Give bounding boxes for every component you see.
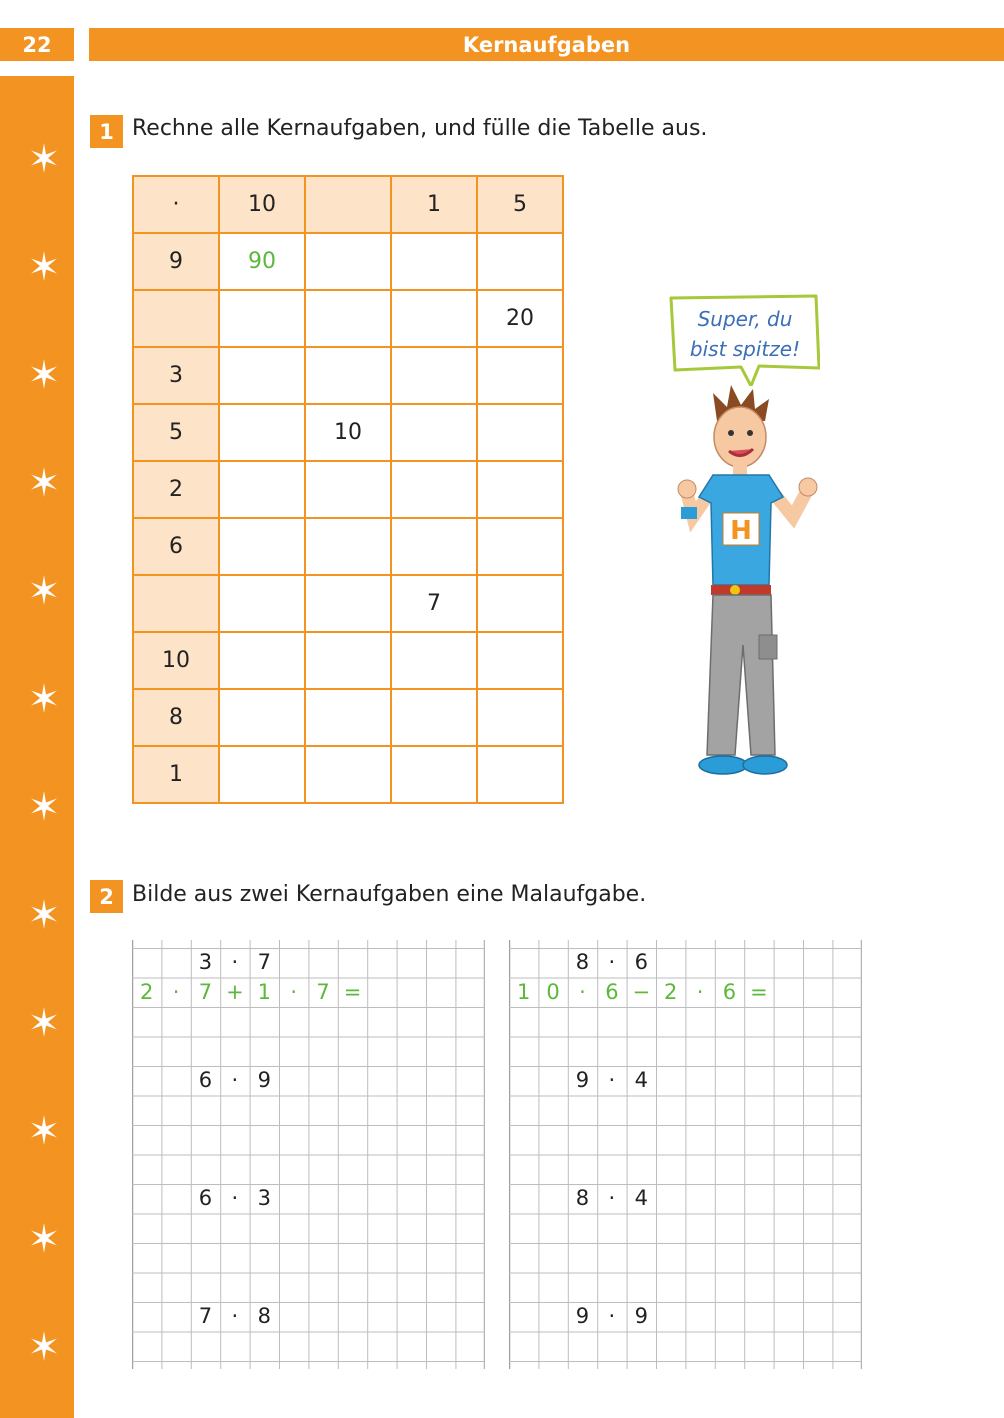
answer-cell[interactable] (305, 746, 391, 803)
row-header-cell: 3 (133, 347, 219, 404)
problem-char: · (608, 1304, 616, 1328)
page-title: Kernaufgaben (89, 28, 1004, 61)
answer-cell[interactable] (219, 461, 305, 518)
header-cell: 5 (477, 176, 563, 233)
table-row (133, 689, 563, 746)
problem-char: · (608, 1186, 616, 1210)
row-header-cell: 2 (133, 461, 219, 518)
left-calculation-grid (132, 940, 484, 1369)
star-icon (28, 466, 60, 498)
star-icon (28, 1114, 60, 1146)
answer-cell[interactable] (391, 347, 477, 404)
answer-cell[interactable] (391, 746, 477, 803)
problem-char: 9 (257, 1068, 271, 1092)
trousers (707, 595, 775, 755)
row-header-cell: 10 (133, 632, 219, 689)
table-row (133, 575, 563, 632)
answer-cell[interactable] (477, 575, 563, 632)
task-2-number: 2 (90, 880, 123, 913)
multiplication-table (132, 175, 564, 804)
answer-cell[interactable] (391, 518, 477, 575)
problem-char: 7 (198, 1304, 213, 1328)
problem-char: · (608, 950, 616, 974)
example-solution-char: 1 (257, 979, 271, 1004)
problem-char: · (231, 950, 239, 974)
star-icon (28, 898, 60, 930)
answer-cell[interactable] (219, 632, 305, 689)
problem-char: 6 (634, 950, 648, 974)
problem-char: 9 (575, 1068, 590, 1092)
row-header-cell: 1 (133, 746, 219, 803)
problem-char: 4 (634, 1068, 648, 1092)
star-icon (28, 574, 60, 606)
problem-char: 8 (575, 1186, 590, 1210)
problem-char: · (231, 1186, 239, 1210)
header-cell: 10 (219, 176, 305, 233)
problem-char: 4 (634, 1186, 648, 1210)
answer-cell[interactable] (305, 632, 391, 689)
answer-cell[interactable] (305, 290, 391, 347)
example-solution-char: 2 (664, 979, 678, 1004)
answer-cell[interactable]: 20 (477, 290, 563, 347)
star-icon (28, 358, 60, 390)
example-solution-char: · (579, 979, 586, 1004)
row-header-cell (133, 290, 219, 347)
task-1-number: 1 (90, 115, 123, 148)
problem-char: · (231, 1068, 239, 1092)
table-row (133, 404, 563, 461)
task-2-instruction: Bilde aus zwei Kernaufgaben eine Malaufgabe. (132, 882, 647, 907)
star-icon (28, 250, 60, 282)
answer-cell[interactable]: 90 (219, 233, 305, 290)
table-row (133, 461, 563, 518)
example-solution-char: · (290, 979, 298, 1004)
answer-cell[interactable] (477, 689, 563, 746)
problem-char: 7 (257, 950, 271, 974)
star-icon (28, 1006, 60, 1038)
table-row (133, 347, 563, 404)
problem-char: 9 (575, 1304, 590, 1328)
example-solution-char: · (172, 979, 180, 1004)
table-row (133, 518, 563, 575)
answer-cell[interactable]: 10 (305, 404, 391, 461)
example-solution-char: 7 (316, 979, 330, 1004)
speech-bubble-line-1: Super, du (697, 307, 793, 331)
answer-cell[interactable] (391, 290, 477, 347)
problem-char: · (608, 1068, 616, 1092)
row-header-cell (133, 575, 219, 632)
example-solution-char: 6 (605, 979, 619, 1004)
example-solution-char: + (226, 979, 244, 1004)
example-solution-char: 2 (140, 979, 154, 1004)
task-1-instruction: Rechne alle Kernaufgaben, und fülle die Tabelle aus. (132, 116, 708, 141)
star-icon (28, 682, 60, 714)
problem-char: 3 (198, 950, 213, 974)
row-header-cell: 6 (133, 518, 219, 575)
answer-cell[interactable] (477, 233, 563, 290)
operator-cell: · (133, 176, 219, 233)
answer-cell[interactable] (305, 518, 391, 575)
answer-cell[interactable] (391, 461, 477, 518)
answer-cell[interactable] (477, 746, 563, 803)
answer-cell[interactable] (391, 632, 477, 689)
example-solution-char: · (696, 979, 704, 1004)
example-solution-char: 6 (722, 979, 737, 1004)
answer-cell[interactable] (219, 518, 305, 575)
right-calculation-grid (509, 940, 861, 1369)
answer-cell[interactable] (477, 518, 563, 575)
speech-bubble-line-2: bist spitze! (689, 337, 801, 361)
example-solution-char: − (632, 979, 651, 1004)
shirt-letter: H (730, 516, 752, 546)
page-number: 22 (0, 28, 74, 61)
problem-char: · (231, 1304, 239, 1328)
answer-cell[interactable] (219, 689, 305, 746)
head (714, 407, 766, 467)
problem-char: 6 (198, 1186, 213, 1210)
row-header-cell: 9 (133, 233, 219, 290)
example-solution-char: = (750, 979, 768, 1004)
table-row (133, 746, 563, 803)
example-solution-char: 1 (517, 979, 531, 1004)
answer-cell[interactable] (219, 746, 305, 803)
answer-cell[interactable]: 7 (391, 575, 477, 632)
example-solution-char: = (343, 979, 362, 1004)
star-icon (28, 142, 60, 174)
problem-char: 8 (257, 1304, 271, 1328)
row-header-cell: 5 (133, 404, 219, 461)
mascot-boy-illustration (665, 385, 830, 785)
answer-cell[interactable] (477, 461, 563, 518)
speech-bubble (667, 294, 820, 386)
answer-cell[interactable] (219, 575, 305, 632)
problem-char: 3 (257, 1186, 271, 1210)
answer-cell[interactable] (477, 404, 563, 461)
answer-cell[interactable] (219, 404, 305, 461)
star-icon (28, 1222, 60, 1254)
table-header-row (133, 176, 563, 233)
problem-char: 9 (634, 1304, 648, 1328)
star-icon (28, 1330, 60, 1362)
answer-cell[interactable] (305, 461, 391, 518)
answer-cell[interactable] (391, 404, 477, 461)
header-cell (305, 176, 391, 233)
row-header-cell: 8 (133, 689, 219, 746)
example-solution-char: 0 (546, 979, 560, 1004)
star-icon (28, 790, 60, 822)
answer-cell[interactable] (391, 689, 477, 746)
answer-cell[interactable] (391, 233, 477, 290)
table-row (133, 632, 563, 689)
answer-cell[interactable] (219, 347, 305, 404)
table-row (133, 290, 563, 347)
problem-char: 8 (575, 950, 590, 974)
answer-cell[interactable] (305, 575, 391, 632)
answer-cell[interactable] (305, 233, 391, 290)
answer-cell[interactable] (477, 632, 563, 689)
answer-cell[interactable] (477, 347, 563, 404)
answer-cell[interactable] (219, 290, 305, 347)
answer-cell[interactable] (305, 347, 391, 404)
table-row (133, 233, 563, 290)
problem-char: 6 (198, 1068, 213, 1092)
header-cell: 1 (391, 176, 477, 233)
example-solution-char: 7 (198, 979, 213, 1004)
answer-cell[interactable] (305, 689, 391, 746)
